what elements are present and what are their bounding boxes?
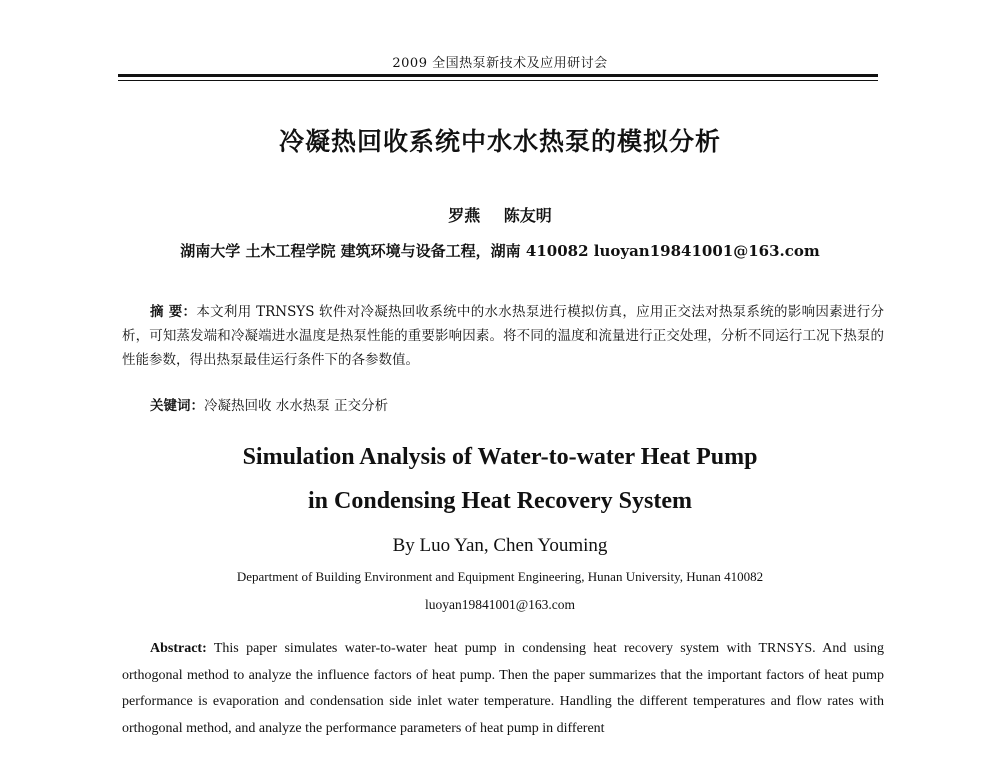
chinese-keywords [150,394,388,414]
chinese-keywords-label: 关键词： [150,398,204,414]
english-email: luoyan19841001@163.com [424,597,576,612]
english-title-line-2: in Condensing Heat Recovery System [308,488,692,514]
english-abstract [122,636,884,742]
english-abstract-text: This paper simulates water-to-water heat pump in condensing heat recovery system with TRNSYS. And using orthogonal method to analyze the influence factors of heat pump. Then the paper summarizes that the important factors of heat pump performance is evaporation and condensation side inlet water temperature. Handling the different temperatures and flow rates with orthogonal method, and analyze the performance parameters of heat pump in different [122,641,884,736]
english-abstract-label: Abstract: [150,641,207,656]
chinese-title: 冷凝热回收系统中水水热泵的模拟分析 [278,127,721,156]
chinese-authors: 罗燕 陈友明 [448,206,552,225]
chinese-affiliation: 湖南大学 土木工程学院 建筑环境与设备工程，湖南 410082 luoyan19841001@163.com [180,242,820,260]
english-authors: By Luo Yan, Chen Youming [392,535,608,556]
header-rule-thick [118,74,878,77]
chinese-keywords-text: 冷凝热回收 水水热泵 正交分析 [204,398,389,414]
english-affiliation: Department of Building Environment and Equipment Engineering, Hunan University, Hunan 410082 [236,569,764,584]
chinese-abstract-text: 本文利用 TRNSYS 软件对冷凝热回收系统中的水水热泵进行模拟仿真，应用正交法对热泵系统的影响因素进行分析，可知蒸发端和冷凝端进水温度是热泵性能的重要影响因素。将不同的温度和流量进行正交处理，分析不同运行工况下热泵的性能参数，得出热泵最佳运行条件下的各参数值。 [122,304,884,368]
chinese-abstract [122,300,884,372]
english-title-line-1: Simulation Analysis of Water-to-water Heat Pump [242,444,758,470]
chinese-abstract-label: 摘 要： [150,304,197,320]
header-rule-thin [118,80,878,81]
running-header: 2009 全国热泵新技术及应用研讨会 [392,56,608,71]
